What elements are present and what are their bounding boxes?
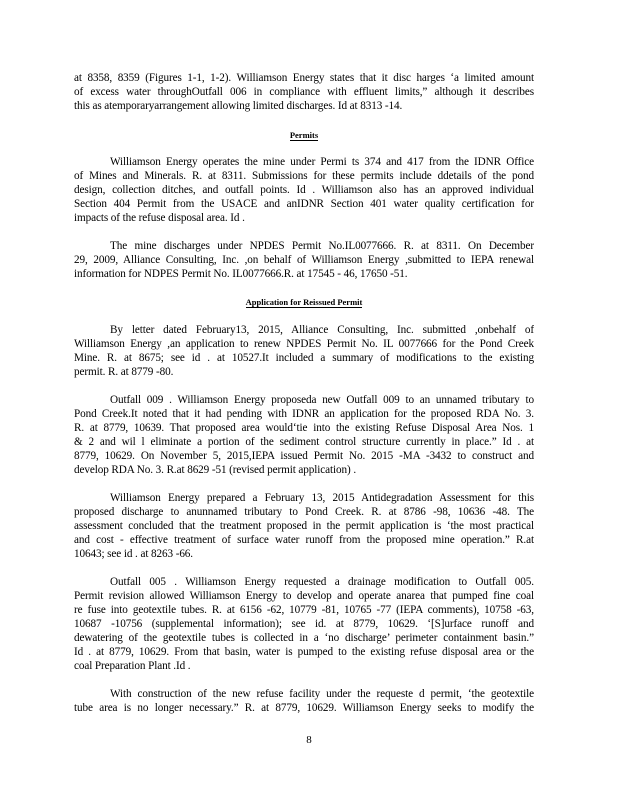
- text-line: Id . at 8779, 10629. From that basin, water is pumped to the existing refuse disposal area or the: [74, 646, 534, 658]
- text-line: 8779, 10629. On November 5, 2015,IEPA issued Permit No. 2015 -MA -3432 to construct and: [74, 450, 534, 462]
- text-line: 10687 -10756 (supplemental information); see id. at 8779, 10629. ‘[S]urface runoff and: [74, 618, 534, 630]
- text-line: Pond Creek.It noted that it had pending with IDNR an application for the proposed RDA No. 3.: [74, 408, 534, 420]
- text-line: 10643; see id . at 8263 -66.: [74, 548, 194, 560]
- text-line: re fuse into geotextile tubes. R. at 6156 -62, 10779 -81, 10765 -77 (IEPA comments), 10758 -63,: [74, 604, 534, 616]
- text-line: information for NDPES Permit No. IL0077666.R. at 17545 - 46, 17650 -51.: [74, 268, 408, 280]
- text-line: of excess water throughOutfall 006 in compliance with effluent limits,” although it describes: [74, 86, 534, 98]
- text-line: this as atemporaryarrangement allowing limited discharges. Id at 8313 -14.: [74, 100, 403, 112]
- text-line: design, collection ditches, and outfall points. Id . Williamson also has an approved individual: [74, 184, 534, 196]
- text-line: proposed discharge to anunnamed tributary to Pond Creek. R. at 8786 -98, 10636 -48. The: [74, 506, 534, 518]
- text-line: By letter dated February13, 2015, Alliance Consulting, Inc. submitted ,onbehalf of: [110, 324, 534, 336]
- text-line: 29, 2009, Alliance Consulting, Inc. ,on behalf of Williamson Energy ,submitted to IEPA renewal: [74, 254, 534, 266]
- text-line: permit. R. at 8779 -80.: [74, 366, 174, 378]
- text-line: and cost - effective treatment of surface water runoff from the proposed mine operation.” R.at: [74, 534, 534, 546]
- text-line: at 8358, 8359 (Figures 1-1, 1-2). Williamson Energy states that it disc harges ‘a limited amount: [74, 72, 534, 84]
- section-heading-permits: Permits: [289, 130, 319, 140]
- text-line: assessment concluded that the treatment proposed in the permit application is ‘the most practical: [74, 520, 534, 532]
- page-number: 8: [306, 734, 312, 746]
- text-line: With construction of the new refuse facility under the requeste d permit, ‘the geotextile: [110, 688, 534, 700]
- text-line: Williamson Energy prepared a February 13, 2015 Antidegradation Assessment for this: [110, 492, 534, 504]
- text-line: & 2 and wil l eliminate a portion of the sediment control structure currently in place.” Id . at: [74, 436, 534, 448]
- text-line: Williamson Energy operates the mine under Permi ts 374 and 417 from the IDNR Office: [110, 156, 534, 168]
- text-line: Williamson Energy ,an application to renew NPDES Permit No. IL 0077666 for the Pond Creek: [74, 338, 534, 350]
- text-line: tube area is no longer necessary.” R. at 8779, 10629. Williamson Energy seeks to modify the: [74, 702, 534, 714]
- text-line: Outfall 005 . Williamson Energy requested a drainage modification to Outfall 005.: [110, 576, 534, 588]
- text-line: impacts of the refuse disposal area. Id .: [74, 212, 245, 224]
- text-line: develop RDA No. 3. R.at 8629 -51 (revised permit application) .: [74, 464, 357, 476]
- text-line: of Mines and Minerals. R. at 8311. Submissions for these permits include ddetails of the pond: [74, 170, 534, 182]
- text-line: R. at 8779, 10639. That proposed area would‘tie into the existing Refuse Disposal Area Nos. 1: [74, 422, 534, 434]
- text-line: dewatering of the geotextile tubes is collected in a ‘no discharge’ perimeter containment basin.”: [74, 632, 534, 644]
- text-line: coal Preparation Plant .Id .: [74, 660, 191, 672]
- section-heading-application: Application for Reissued Permit: [245, 297, 363, 307]
- text-line: Permit revision allowed Williamson Energy to develop and operate anarea that pumped fine coal: [74, 590, 534, 602]
- text-line: The mine discharges under NPDES Permit No.IL0077666. R. at 8311. On December: [110, 240, 534, 252]
- text-line: Section 404 Permit from the USACE and anIDNR Section 401 water quality certification for: [74, 198, 534, 210]
- text-line: Outfall 009 . Williamson Energy proposeda new Outfall 009 to an unnamed tributary to: [110, 394, 534, 406]
- text-line: Mine. R. at 8675; see id . at 10527.It included a summary of modifications to the existing: [74, 352, 534, 364]
